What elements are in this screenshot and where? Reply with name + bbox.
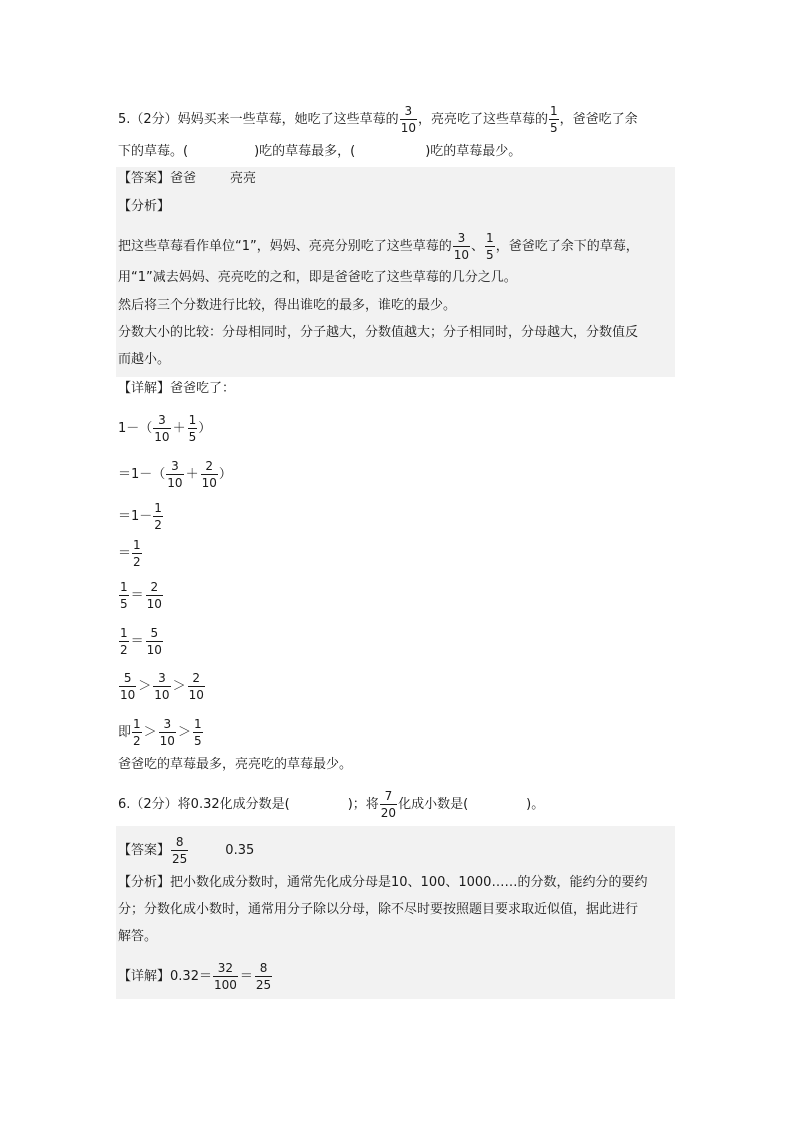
denominator: 5 [486, 248, 494, 262]
math-text: ＝1－ [118, 508, 153, 524]
fraction [549, 105, 559, 134]
math-text: ＝1－（ [118, 466, 166, 482]
q6-stem-text: 化成小数是( [398, 796, 469, 812]
numerator: 1 [486, 231, 494, 245]
denominator: 10 [188, 688, 204, 702]
q5-stem-text: ，亮亮吃了这些草莓的 [417, 111, 548, 127]
denominator: 10 [159, 734, 175, 748]
math-text: 1－（ [118, 420, 153, 436]
math-text: ） [198, 420, 212, 436]
numerator: 1 [154, 501, 162, 515]
q5-analysis-line1 [118, 232, 639, 261]
answer-value: 亮亮 [230, 171, 257, 186]
detail-tag: 【详解】 [118, 381, 171, 396]
numerator: 3 [158, 671, 166, 685]
q5-stem-text: 下的草莓。( [118, 144, 189, 159]
q5-analysis-line2: 用“1”减去妈妈、亮亮吃的之和，即是爸爸吃了这些草莓的几分之几。 [118, 270, 517, 285]
fraction [213, 962, 238, 991]
numerator: 2 [192, 671, 201, 685]
fraction [132, 539, 142, 568]
numerator: 5 [123, 671, 132, 685]
fraction [146, 627, 163, 656]
q6-stem-text: 6.（2分）将0.32化成分数是( [118, 796, 290, 812]
denominator: 10 [453, 248, 470, 262]
math-text: ） [218, 466, 232, 482]
numerator: 3 [404, 104, 413, 118]
q5-detail-intro [118, 379, 235, 399]
fraction [153, 502, 163, 531]
math-operator: ＞ [177, 724, 191, 740]
q6-stem [118, 790, 544, 819]
answer-tag: 【答案】 [118, 171, 171, 186]
denominator: 10 [154, 430, 170, 444]
fraction [453, 232, 470, 261]
q5-analysis-line5: 而越小。 [118, 352, 171, 367]
numerator: 3 [171, 459, 179, 473]
denominator: 5 [188, 430, 197, 444]
q6-answer [118, 836, 254, 865]
fraction [188, 414, 198, 443]
denominator: 2 [120, 643, 128, 657]
q5-stem-line1 [118, 105, 638, 134]
q5-step3 [118, 502, 164, 531]
fraction [485, 232, 495, 261]
fraction [400, 105, 417, 134]
fraction [159, 718, 176, 747]
q5-stem-text: ，爸爸吃了余 [559, 111, 638, 127]
q5-compare1 [118, 581, 164, 610]
q5-step2 [118, 460, 232, 489]
q5-step1 [118, 414, 211, 443]
q5-stem-text: )吃的草莓最少。 [425, 144, 522, 159]
math-operator: ＞ [172, 678, 186, 694]
denominator: 100 [213, 978, 237, 992]
denominator: 2 [154, 518, 162, 532]
numerator: 1 [549, 104, 558, 118]
q5-analysis-tag: 【分析】 [118, 199, 171, 214]
q5-answer [118, 169, 256, 189]
q6-analysis-line3: 解答。 [118, 929, 158, 944]
numerator: 8 [175, 835, 184, 849]
denominator: 5 [549, 121, 558, 135]
denominator: 5 [193, 734, 202, 748]
numerator: 2 [205, 459, 214, 473]
numerator: 5 [150, 626, 159, 640]
detail-text: 爸爸吃了： [170, 381, 236, 396]
denominator: 10 [154, 688, 170, 702]
numerator: 8 [259, 961, 268, 975]
fraction [153, 414, 170, 443]
math-operator: ＋ [172, 420, 186, 436]
q5-compare4 [118, 718, 204, 747]
q5-compare2 [118, 627, 164, 656]
analysis-tag: 【分析】 [118, 875, 171, 890]
fraction [119, 672, 136, 701]
fraction [132, 718, 142, 747]
denominator: 25 [255, 978, 272, 992]
q5-analysis-line3: 然后将三个分数进行比较，得出谁吃的最多，谁吃的最少。 [118, 298, 457, 313]
math-operator: ＞ [138, 678, 152, 694]
numerator: 1 [188, 413, 197, 427]
fraction [119, 627, 129, 656]
numerator: 1 [133, 717, 141, 731]
q6-analysis-line2: 分；分数化成小数时，通常用分子除以分母，除不尽时要按照题目要求取近似值，据此进行 [118, 902, 639, 917]
numerator: 1 [193, 717, 202, 731]
math-operator: ＞ [143, 724, 157, 740]
numerator: 3 [457, 231, 466, 245]
fraction [380, 790, 397, 819]
denominator: 20 [380, 806, 397, 820]
denominator: 5 [120, 597, 128, 611]
numerator: 3 [163, 717, 172, 731]
numerator: 1 [120, 626, 128, 640]
numerator: 1 [133, 538, 141, 552]
q6-stem-text: )。 [526, 796, 545, 812]
detail-tag: 【详解】 [118, 968, 171, 984]
fraction [153, 672, 170, 701]
denominator: 10 [146, 597, 162, 611]
q5-step4 [118, 539, 143, 568]
numerator: 3 [158, 413, 166, 427]
answer-value: 爸爸 [170, 171, 197, 186]
analysis-text: 把小数化成分数时，通常先化成分母是10、100、1000……的分数，能约分的要约 [170, 875, 648, 890]
denominator: 10 [146, 643, 162, 657]
q5-compare3 [118, 672, 206, 701]
analysis-text: ，爸爸吃了余下的草莓， [495, 238, 639, 254]
fraction [193, 718, 203, 747]
numerator: 7 [384, 789, 393, 803]
denominator: 10 [120, 688, 136, 702]
fraction [166, 460, 183, 489]
numerator: 2 [150, 580, 159, 594]
q6-detail [118, 962, 273, 991]
answer-tag: 【答案】 [118, 842, 171, 858]
math-text: 0.32＝ [170, 968, 212, 984]
fraction [201, 460, 218, 489]
fraction [119, 581, 129, 610]
math-text: 即 [118, 724, 132, 740]
denominator: 25 [172, 852, 188, 866]
q6-analysis-line1 [118, 873, 647, 893]
q5-stem-text: )吃的草莓最多，( [254, 144, 356, 159]
q6-stem-text: )；将 [347, 796, 379, 812]
denominator: 10 [167, 476, 183, 490]
math-operator: ＋ [185, 466, 199, 482]
analysis-text: 、 [471, 238, 485, 254]
q5-analysis-line4: 分数大小的比较：分母相同时，分子越大，分数值越大；分子相同时，分母越大，分数值反 [118, 325, 639, 340]
fraction [188, 672, 205, 701]
fraction [146, 581, 163, 610]
q5-conclusion: 爸爸吃的草莓最多，亮亮吃的草莓最少。 [118, 757, 353, 772]
denominator: 10 [400, 121, 416, 135]
analysis-text: 把这些草莓看作单位“1”，妈妈、亮亮分别吃了这些草莓的 [118, 238, 452, 254]
denominator: 2 [133, 734, 141, 748]
denominator: 10 [201, 476, 217, 490]
denominator: 2 [133, 555, 141, 569]
math-operator: ＝ [130, 633, 144, 649]
numerator: 32 [217, 961, 234, 975]
q5-stem-line2 [118, 142, 521, 162]
math-operator: ＝ [130, 587, 144, 603]
math-text: ＝ [118, 545, 132, 561]
q5-stem-text: 5.（2分）妈妈买来一些草莓，她吃了这些草莓的 [118, 111, 399, 127]
answer-value: 0.35 [225, 842, 255, 858]
numerator: 1 [120, 580, 128, 594]
math-operator: ＝ [239, 968, 253, 984]
fraction [255, 962, 272, 991]
fraction [171, 836, 188, 865]
